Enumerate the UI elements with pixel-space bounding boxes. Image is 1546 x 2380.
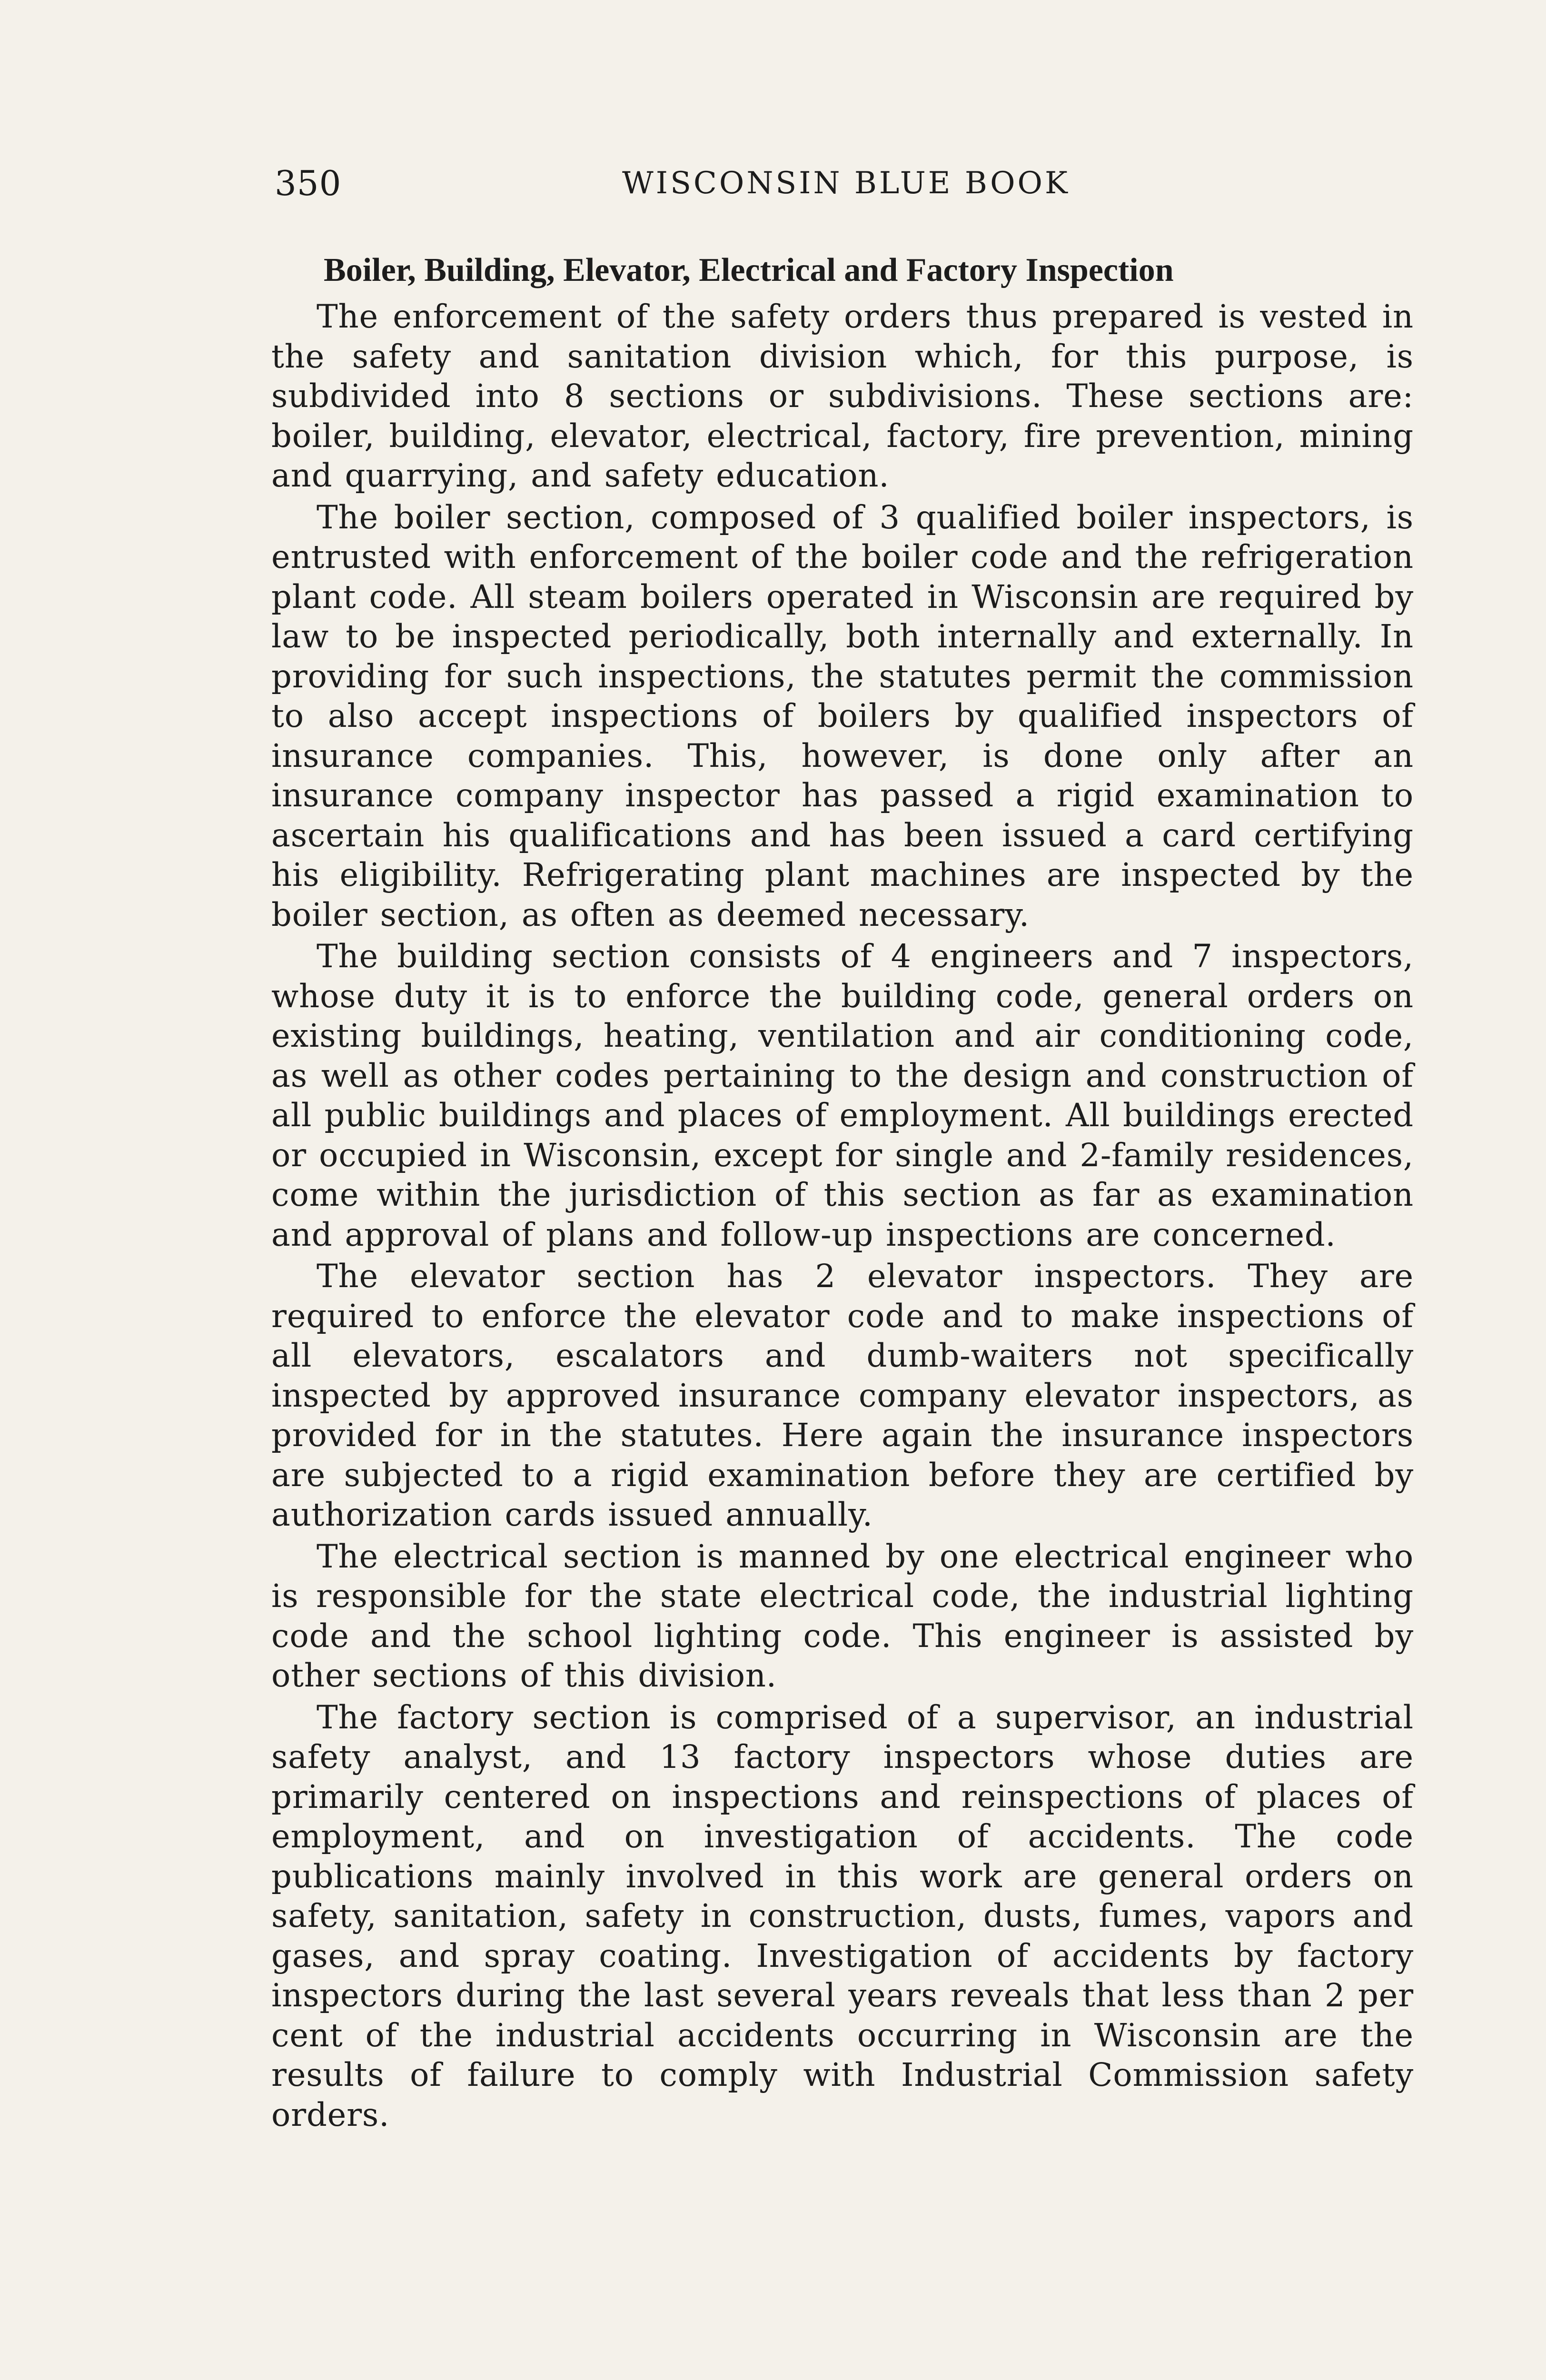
paragraph-factory-section: The factory section is comprised of a supervisor, an industrial safety analyst, and 13 factory inspectors whose duties are primarily centered on inspections and reinspections of places of employment, and on investigation of accidents. The code publications mainly involved in this work are general orders on safety, sanitation, safety in construction, dusts, fumes, vapors and gases, and spray coating. Investigation of accidents by factory inspectors during the last several years reveals that less than 2 per cent of the industrial accidents occurring in Wisconsin are the results of failure to comply with Industrial Commission safety orders. bbox=[271, 1698, 1414, 2133]
paragraph-division-overview: The enforcement of the safety orders thus prepared is vested in the safety and sanitation division which, for this purpose, is subdivided into 8 sections or subdivisions. These sections are: boiler, building, elevator, electrical, factory, fire prevention, mining and quarrying, and safety education. bbox=[271, 298, 1414, 494]
paragraph-elevator-section: The elevator section has 2 elevator inspectors. They are required to enforce the elevator code and to make inspections of all elevators, escalators and dumb-waiters not specifically inspected by approved insurance company elevator inspectors, as provided for in the statutes. Here again the insurance inspectors are subjected to a rigid examination before they are certified by authorization cards issued annually. bbox=[271, 1258, 1414, 1533]
section-heading: Boiler, Building, Elevator, Electrical and Factory Inspection bbox=[324, 252, 1174, 288]
page-body bbox=[271, 248, 1414, 2137]
running-title: WISCONSIN BLUE BOOK bbox=[622, 166, 1070, 201]
page-header bbox=[275, 159, 1415, 212]
paragraph-electrical-section: The electrical section is manned by one electrical engineer who is responsible for the state electrical code, the industrial lighting code and the school lighting code. This engineer is assisted by other sections of this division. bbox=[271, 1537, 1414, 1694]
page-number: 350 bbox=[275, 163, 342, 203]
paragraph-boiler-section: The boiler section, composed of 3 qualified boiler inspectors, is entrusted with enforcement of the boiler code and the refrigeration plant code. All steam boilers operated in Wisconsin are required by law to be inspected periodically, both internally and externally. In providing for such inspections, the statutes permit the commission to also accept inspections of boilers by qualified inspectors of insurance companies. This, however, is done only after an insurance company inspector has passed a rigid examination to ascertain his qualifications and has been issued a card certifying his eligibility. Refrigerating plant machines are inspected by the boiler section, as often as deemed necessary. bbox=[271, 498, 1414, 933]
paragraph-building-section: The building section consists of 4 engineers and 7 inspectors, whose duty it is to enforce the building code, general orders on existing buildings, heating, ventilation and air conditioning code, as well as other codes pertaining to the design and construction of all public buildings and places of employment. All buildings erected or occupied in Wisconsin, except for single and 2-family residences, come within the jurisdiction of this section as far as examination and approval of plans and follow-up inspections are concerned. bbox=[271, 938, 1414, 1253]
